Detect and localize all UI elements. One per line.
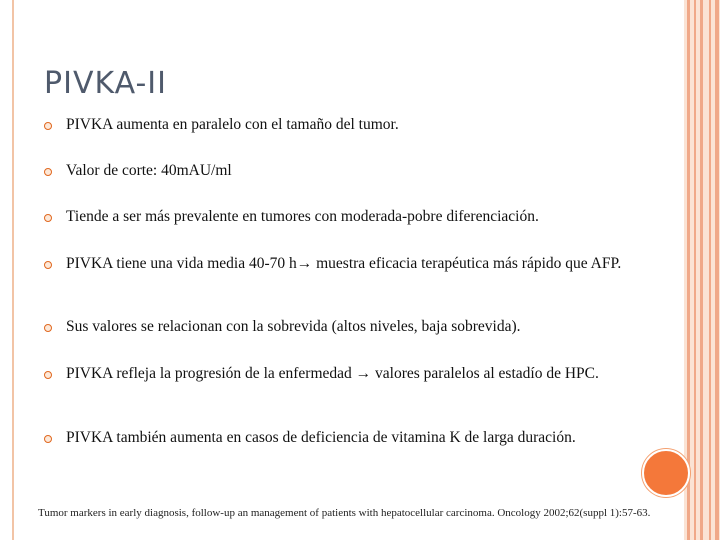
bullet-text: PIVKA también aumenta en casos de deficiencia de vitamina K de larga duración. xyxy=(66,429,576,446)
decorative-stripe xyxy=(709,0,711,540)
citation-footnote: Tumor markers in early diagnosis, follow-up an management of patients with hepatocellular carcinoma. Oncology 2002;62(suppl 1):57-63. xyxy=(38,507,651,519)
bullet-text: PIVKA tiene una vida media 40-70 h→ muestra eficacia terapéutica más rápido que AFP. xyxy=(66,255,622,272)
bullet-text: PIVKA aumenta en paralelo con el tamaño del tumor. xyxy=(66,116,399,133)
bullet-circle-icon xyxy=(44,324,52,332)
decorative-stripe xyxy=(694,0,696,540)
bullet-circle-icon xyxy=(44,261,52,269)
decorative-stripe xyxy=(715,0,719,540)
decorative-orange-circle xyxy=(642,449,690,497)
bullet-text: Sus valores se relacionan con la sobrevida (altos niveles, baja sobrevida). xyxy=(66,318,521,335)
bullet-circle-icon xyxy=(44,435,52,443)
left-border-line xyxy=(12,0,14,540)
bullet-text: Valor de corte: 40mAU/ml xyxy=(66,162,232,179)
decorative-stripe xyxy=(700,0,703,540)
bullet-circle-icon xyxy=(44,214,52,222)
bullet-circle-icon xyxy=(44,122,52,130)
bullet-circle-icon xyxy=(44,371,52,379)
decorative-stripe xyxy=(687,0,690,540)
bullet-text: PIVKA refleja la progresión de la enfermedad → valores paralelos al estadío de HPC. xyxy=(66,365,599,382)
bullet-text: Tiende a ser más prevalente en tumores con moderada-pobre diferenciación. xyxy=(66,208,539,225)
slide-title: PIVKA-II xyxy=(44,66,167,101)
bullet-circle-icon xyxy=(44,168,52,176)
